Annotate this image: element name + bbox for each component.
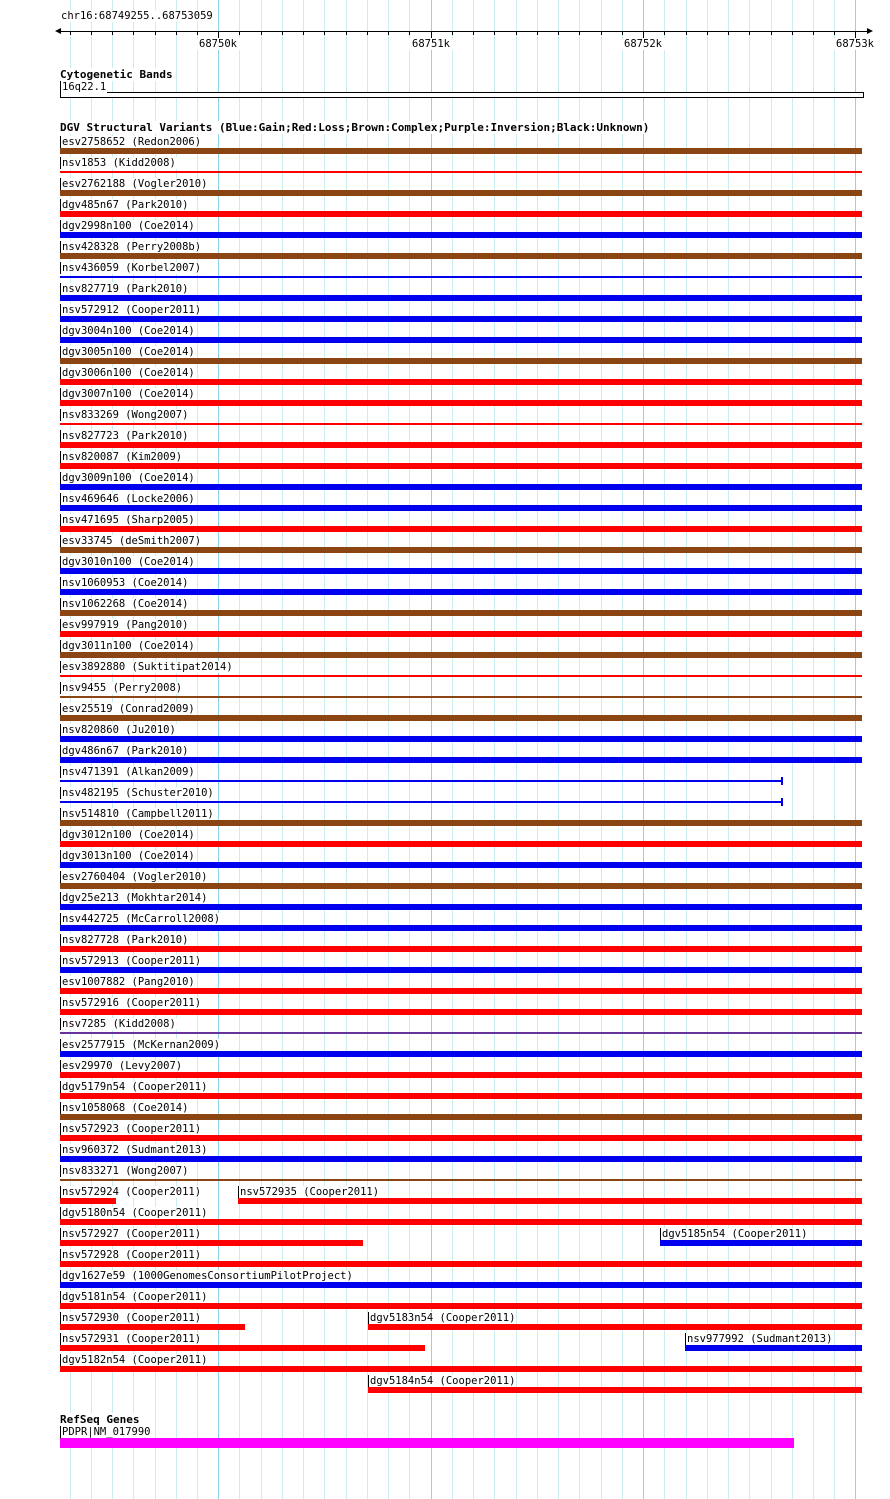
variant-label[interactable]: nsv833271 (Wong2007) xyxy=(62,1165,189,1177)
variant-label[interactable]: nsv428328 (Perry2008b) xyxy=(62,241,202,253)
gridline-minor xyxy=(749,0,750,1499)
variant-label[interactable]: nsv442725 (McCarroll2008) xyxy=(62,913,221,925)
variant-label[interactable]: nsv572927 (Cooper2011) xyxy=(62,1228,202,1240)
gridline-minor xyxy=(579,0,580,1499)
gridline-minor xyxy=(409,0,410,1499)
gridline-minor xyxy=(494,0,495,1499)
variant-label[interactable]: nsv482195 (Schuster2010) xyxy=(62,787,214,799)
gridline-major xyxy=(643,0,644,1499)
variant-bar[interactable] xyxy=(368,1324,862,1330)
gene-label[interactable]: PDPR|NM_017990 xyxy=(62,1426,151,1438)
variant-bar[interactable] xyxy=(60,1093,862,1099)
variant-label[interactable]: esv997919 (Pang2010) xyxy=(62,619,189,631)
ruler-left-arrow-icon xyxy=(55,28,61,34)
variant-label[interactable]: dgv3006n100 (Coe2014) xyxy=(62,367,195,379)
ruler-tick-minor xyxy=(324,31,325,35)
variant-label[interactable]: dgv1627e59 (1000GenomesConsortiumPilotProject) xyxy=(62,1270,353,1282)
variant-label[interactable]: nsv7285 (Kidd2008) xyxy=(62,1018,176,1030)
variant-bar[interactable] xyxy=(60,757,862,763)
variant-label[interactable]: esv2758652 (Redon2006) xyxy=(62,136,202,148)
ruler-tick-minor xyxy=(473,31,474,35)
variant-label[interactable]: nsv977992 (Sudmant2013) xyxy=(687,1333,833,1345)
variant-bar[interactable] xyxy=(60,232,862,238)
ruler-tick-minor xyxy=(346,31,347,35)
dgv-track-header: DGV Structural Variants (Blue:Gain;Red:Loss;Brown:Complex;Purple:Inversion;Black:Unknown) xyxy=(60,121,650,134)
gridline-major xyxy=(431,0,432,1499)
variant-bar[interactable] xyxy=(238,1198,862,1204)
variant-bar[interactable] xyxy=(60,171,862,173)
ruler-tick-minor xyxy=(707,31,708,35)
ruler-tick-minor xyxy=(686,31,687,35)
variant-label[interactable]: nsv572913 (Cooper2011) xyxy=(62,955,202,967)
variant-label[interactable]: nsv1060953 (Coe2014) xyxy=(62,577,189,589)
variant-label[interactable]: esv29970 (Levy2007) xyxy=(62,1060,183,1072)
variant-label[interactable]: nsv1062268 (Coe2014) xyxy=(62,598,189,610)
variant-bar[interactable] xyxy=(60,1009,862,1015)
ruler-right-arrow-icon xyxy=(867,28,873,34)
variant-label[interactable]: nsv827723 (Park2010) xyxy=(62,430,189,442)
ruler-tick-minor xyxy=(303,31,304,35)
variant-label[interactable]: nsv820860 (Ju2010) xyxy=(62,724,176,736)
variant-label[interactable]: dgv5183n54 (Cooper2011) xyxy=(370,1312,516,1324)
variant-label[interactable]: nsv9455 (Perry2008) xyxy=(62,682,183,694)
gridline-minor xyxy=(622,0,623,1499)
variant-label[interactable]: dgv2998n100 (Coe2014) xyxy=(62,220,195,232)
variant-bar[interactable] xyxy=(60,1072,862,1078)
cytoband-bar[interactable] xyxy=(60,92,864,98)
gridline-minor xyxy=(367,0,368,1499)
ruler-tick-minor xyxy=(792,31,793,35)
ruler-tick-minor xyxy=(664,31,665,35)
gridline-minor xyxy=(537,0,538,1499)
variant-bar[interactable] xyxy=(60,736,862,742)
variant-bar[interactable] xyxy=(60,631,862,637)
ruler-tick-minor xyxy=(601,31,602,35)
ruler-tick-minor xyxy=(622,31,623,35)
variant-bar[interactable] xyxy=(660,1240,862,1246)
variant-endcap xyxy=(781,798,783,806)
ruler-tick-minor xyxy=(537,31,538,35)
variant-label[interactable]: nsv471695 (Sharp2005) xyxy=(62,514,195,526)
ruler-tick-minor xyxy=(409,31,410,35)
variant-bar[interactable] xyxy=(60,1179,862,1181)
variant-bar[interactable] xyxy=(60,295,862,301)
variant-label[interactable]: nsv514810 (Campbell2011) xyxy=(62,808,214,820)
variant-bar[interactable] xyxy=(60,841,862,847)
variant-bar[interactable] xyxy=(685,1345,862,1351)
cytoband-label[interactable]: 16q22.1 xyxy=(62,81,107,93)
variant-bar[interactable] xyxy=(60,1114,862,1120)
variant-label[interactable]: dgv486n67 (Park2010) xyxy=(62,745,189,757)
variant-label[interactable]: dgv25e213 (Mokhtar2014) xyxy=(62,892,208,904)
ruler-tick-minor xyxy=(834,31,835,35)
variant-label[interactable]: nsv572916 (Cooper2011) xyxy=(62,997,202,1009)
ruler-tick-minor xyxy=(388,31,389,35)
variant-label[interactable]: esv2760404 (Vogler2010) xyxy=(62,871,208,883)
variant-label[interactable]: nsv833269 (Wong2007) xyxy=(62,409,189,421)
variant-bar[interactable] xyxy=(60,988,862,994)
variant-bar[interactable] xyxy=(60,780,782,782)
variant-bar[interactable] xyxy=(60,1198,116,1204)
variant-endcap xyxy=(781,777,783,785)
gridline-minor xyxy=(707,0,708,1499)
gridline-minor xyxy=(792,0,793,1499)
variant-label[interactable]: nsv827728 (Park2010) xyxy=(62,934,189,946)
ruler-tick-minor xyxy=(70,31,71,35)
variant-bar[interactable] xyxy=(60,484,862,490)
region-title: chr16:68749255..68753059 xyxy=(61,10,213,22)
refseq-genes-header: RefSeq Genes xyxy=(60,1413,140,1426)
variant-label[interactable]: dgv3013n100 (Coe2014) xyxy=(62,850,195,862)
ruler-tick-minor xyxy=(452,31,453,35)
variant-label[interactable]: nsv572928 (Cooper2011) xyxy=(62,1249,202,1261)
variant-bar[interactable] xyxy=(60,1156,862,1162)
variant-bar[interactable] xyxy=(60,568,862,574)
variant-label[interactable]: nsv1853 (Kidd2008) xyxy=(62,157,176,169)
gridline-minor xyxy=(388,0,389,1499)
variant-bar[interactable] xyxy=(60,190,862,196)
ruler-tick-minor xyxy=(282,31,283,35)
variant-label[interactable]: dgv485n67 (Park2010) xyxy=(62,199,189,211)
variant-label[interactable]: dgv3009n100 (Coe2014) xyxy=(62,472,195,484)
variant-bar[interactable] xyxy=(60,211,862,217)
ruler-tick-minor xyxy=(494,31,495,35)
ruler-tick-label: 68750k xyxy=(196,38,240,50)
variant-bar[interactable] xyxy=(60,1051,862,1057)
ruler-tick-minor xyxy=(239,31,240,35)
variant-bar[interactable] xyxy=(60,1135,862,1141)
variant-bar[interactable] xyxy=(60,253,862,259)
variant-bar[interactable] xyxy=(60,423,862,425)
variant-bar[interactable] xyxy=(60,1303,862,1309)
gridline-minor xyxy=(558,0,559,1499)
variant-label[interactable]: esv33745 (deSmith2007) xyxy=(62,535,202,547)
variant-label[interactable]: nsv572931 (Cooper2011) xyxy=(62,1333,202,1345)
gridline-minor xyxy=(686,0,687,1499)
variant-bar[interactable] xyxy=(60,463,862,469)
variant-bar[interactable] xyxy=(60,904,862,910)
variant-bar[interactable] xyxy=(60,883,862,889)
variant-bar[interactable] xyxy=(60,526,862,532)
gridline-minor xyxy=(771,0,772,1499)
variant-label[interactable]: esv25519 (Conrad2009) xyxy=(62,703,195,715)
variant-bar[interactable] xyxy=(60,316,862,322)
variant-label[interactable]: dgv3007n100 (Coe2014) xyxy=(62,388,195,400)
ruler-tick-minor xyxy=(579,31,580,35)
variant-label[interactable]: esv1007882 (Pang2010) xyxy=(62,976,195,988)
variant-bar[interactable] xyxy=(60,675,862,677)
variant-label[interactable]: dgv5180n54 (Cooper2011) xyxy=(62,1207,208,1219)
variant-label[interactable]: nsv572935 (Cooper2011) xyxy=(240,1186,380,1198)
variant-bar[interactable] xyxy=(60,442,862,448)
variant-bar[interactable] xyxy=(60,967,862,973)
variant-bar[interactable] xyxy=(60,589,862,595)
ruler-tick-minor xyxy=(197,31,198,35)
variant-bar[interactable] xyxy=(60,400,862,406)
variant-bar[interactable] xyxy=(60,652,862,658)
variant-label[interactable]: nsv1058068 (Coe2014) xyxy=(62,1102,189,1114)
ruler-tick-label: 68751k xyxy=(409,38,453,50)
ruler-tick-minor xyxy=(91,31,92,35)
variant-bar[interactable] xyxy=(368,1387,862,1393)
ruler-tick-minor xyxy=(813,31,814,35)
ruler-tick-minor xyxy=(176,31,177,35)
variant-label[interactable]: dgv5185n54 (Cooper2011) xyxy=(662,1228,808,1240)
variant-bar[interactable] xyxy=(60,358,862,364)
ruler-tick-minor xyxy=(112,31,113,35)
variant-bar[interactable] xyxy=(60,379,862,385)
variant-bar[interactable] xyxy=(60,862,862,868)
variant-bar[interactable] xyxy=(60,610,862,616)
variant-label[interactable]: nsv572930 (Cooper2011) xyxy=(62,1312,202,1324)
ruler-tick-minor xyxy=(728,31,729,35)
ruler-tick-minor xyxy=(261,31,262,35)
variant-label[interactable]: dgv3005n100 (Coe2014) xyxy=(62,346,195,358)
cytogenetic-bands-header: Cytogenetic Bands xyxy=(60,68,173,81)
variant-bar[interactable] xyxy=(60,925,862,931)
variant-label[interactable]: nsv827719 (Park2010) xyxy=(62,283,189,295)
variant-bar[interactable] xyxy=(60,1282,862,1288)
variant-bar[interactable] xyxy=(60,715,862,721)
ruler-axis-line xyxy=(60,31,868,32)
variant-label[interactable]: esv2762188 (Vogler2010) xyxy=(62,178,208,190)
variant-bar[interactable] xyxy=(60,148,862,154)
ruler-tick-minor xyxy=(367,31,368,35)
variant-label[interactable]: dgv3012n100 (Coe2014) xyxy=(62,829,195,841)
variant-bar[interactable] xyxy=(60,946,862,952)
variant-label[interactable]: dgv3004n100 (Coe2014) xyxy=(62,325,195,337)
variant-bar[interactable] xyxy=(60,1324,245,1330)
gene-bar[interactable] xyxy=(60,1438,794,1448)
variant-label[interactable]: dgv5179n54 (Cooper2011) xyxy=(62,1081,208,1093)
variant-bar[interactable] xyxy=(60,801,782,803)
ruler-tick-minor xyxy=(133,31,134,35)
gridline-minor xyxy=(728,0,729,1499)
variant-label[interactable]: dgv5181n54 (Cooper2011) xyxy=(62,1291,208,1303)
ruler-tick-minor xyxy=(749,31,750,35)
variant-label[interactable]: nsv572912 (Cooper2011) xyxy=(62,304,202,316)
variant-bar[interactable] xyxy=(60,1261,862,1267)
variant-label[interactable]: esv3892880 (Suktitipat2014) xyxy=(62,661,233,673)
variant-label[interactable]: esv2577915 (McKernan2009) xyxy=(62,1039,221,1051)
variant-bar[interactable] xyxy=(60,1219,862,1225)
ruler-tick-minor xyxy=(771,31,772,35)
variant-label[interactable]: dgv3011n100 (Coe2014) xyxy=(62,640,195,652)
variant-bar[interactable] xyxy=(60,1032,862,1034)
variant-label[interactable]: nsv960372 (Sudmant2013) xyxy=(62,1144,208,1156)
gridline-major xyxy=(855,0,856,1499)
variant-label[interactable]: nsv572924 (Cooper2011) xyxy=(62,1186,202,1198)
variant-bar[interactable] xyxy=(60,276,862,278)
variant-bar[interactable] xyxy=(60,337,862,343)
ruler-tick-label: 68752k xyxy=(621,38,665,50)
variant-label[interactable]: nsv572923 (Cooper2011) xyxy=(62,1123,202,1135)
variant-bar[interactable] xyxy=(60,1240,363,1246)
ruler-tick-label: 68753k xyxy=(833,38,877,50)
gridline-minor xyxy=(516,0,517,1499)
variant-label[interactable]: nsv820087 (Kim2009) xyxy=(62,451,183,463)
variant-label[interactable]: dgv5184n54 (Cooper2011) xyxy=(370,1375,516,1387)
variant-bar[interactable] xyxy=(60,1345,425,1351)
variant-bar[interactable] xyxy=(60,547,862,553)
variant-bar[interactable] xyxy=(60,1366,862,1372)
gridline-minor xyxy=(473,0,474,1499)
variant-bar[interactable] xyxy=(60,820,862,826)
ruler-tick-minor xyxy=(155,31,156,35)
gridline-minor xyxy=(813,0,814,1499)
gridline-minor xyxy=(834,0,835,1499)
variant-label[interactable]: dgv3010n100 (Coe2014) xyxy=(62,556,195,568)
variant-bar[interactable] xyxy=(60,505,862,511)
ruler-tick-minor xyxy=(558,31,559,35)
gridline-minor xyxy=(452,0,453,1499)
variant-label[interactable]: dgv5182n54 (Cooper2011) xyxy=(62,1354,208,1366)
variant-bar[interactable] xyxy=(60,696,862,698)
variant-label[interactable]: nsv436059 (Korbel2007) xyxy=(62,262,202,274)
variant-label[interactable]: nsv469646 (Locke2006) xyxy=(62,493,195,505)
variant-label[interactable]: nsv471391 (Alkan2009) xyxy=(62,766,195,778)
gridline-minor xyxy=(664,0,665,1499)
gridline-minor xyxy=(601,0,602,1499)
ruler-tick-minor xyxy=(516,31,517,35)
